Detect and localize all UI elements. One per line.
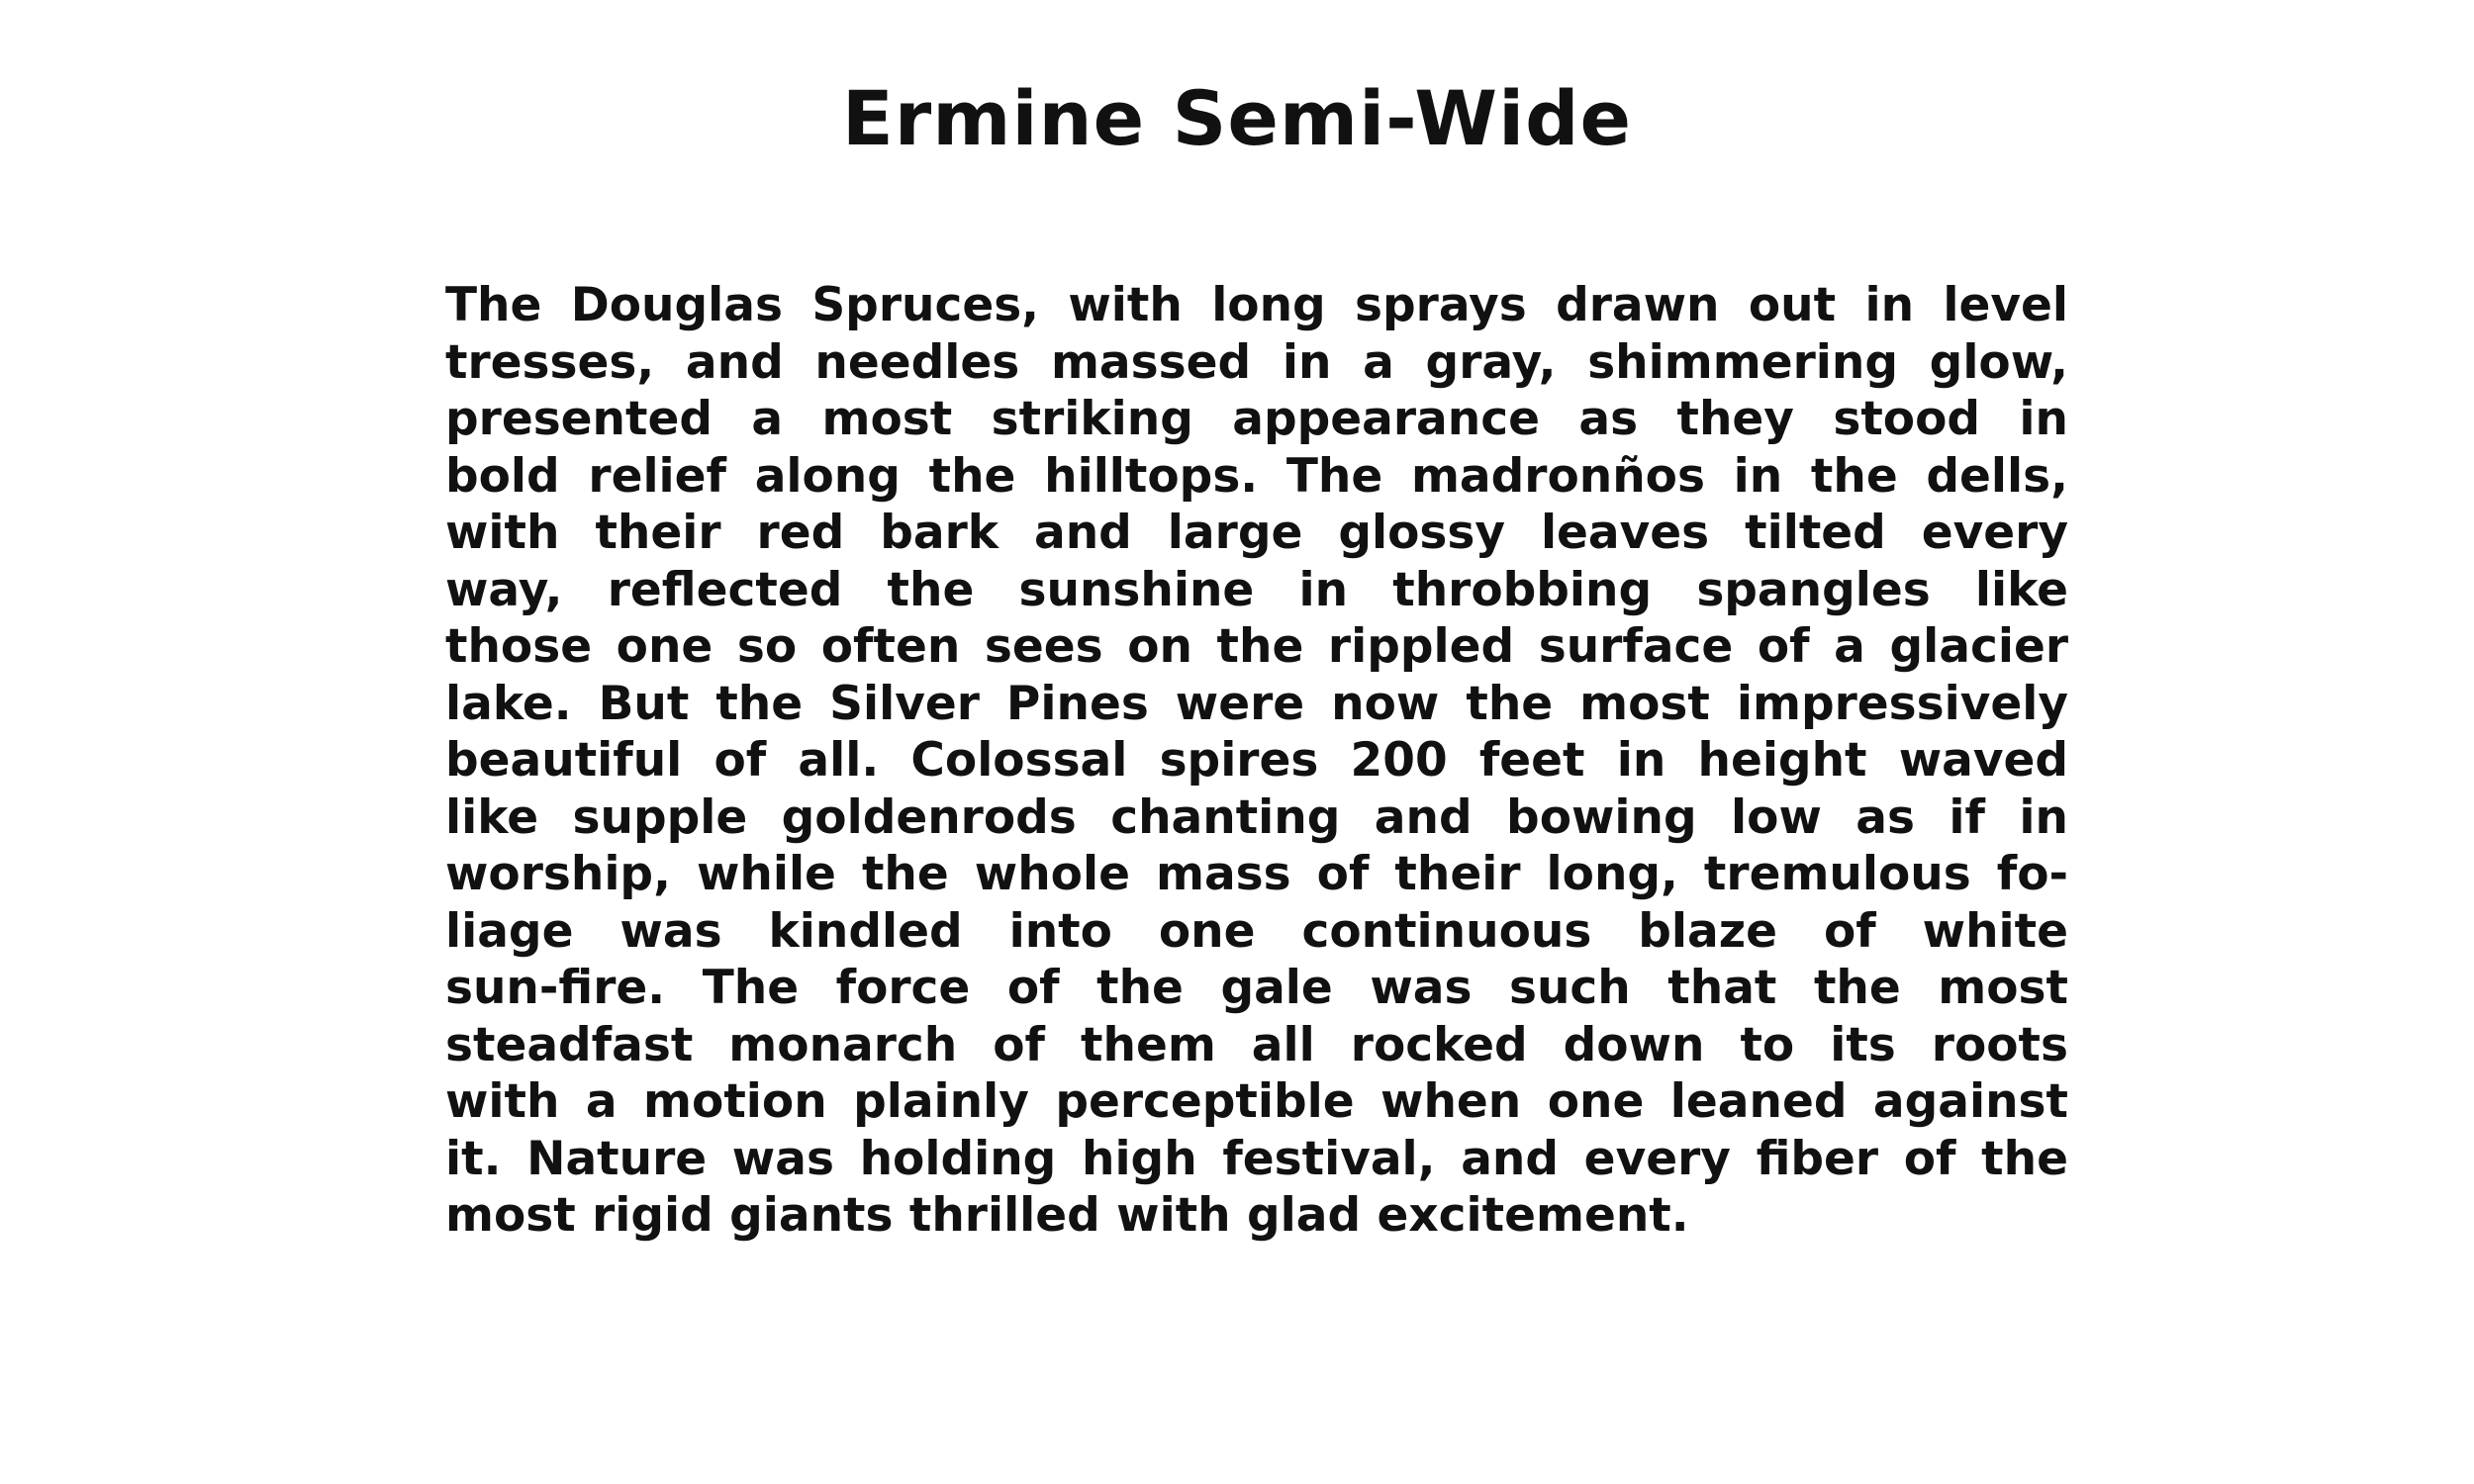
paragraph-line: lake. But the Silver Pines were now the most impressively — [445, 676, 2068, 731]
paragraph-line: The Douglas Spruces, with long sprays drawn out in level — [445, 278, 2068, 332]
page-title: Ermine Semi-Wide — [841, 74, 1633, 162]
paragraph-line: sun-fire. The force of the gale was such that the most — [445, 961, 2068, 1015]
paragraph-line: way, reflected the sunshine in throbbing spangles like — [445, 562, 2068, 617]
paragraph-line: bold relief along the hilltops. The madronños in the dells, — [445, 448, 2068, 504]
paragraph-line: like supple goldenrods chanting and bowing low as if in — [445, 789, 2068, 845]
paragraph-line: those one so often sees on the rippled surface of a glacier — [445, 619, 2068, 674]
paragraph-line: it. Nature was holding high festival, and every fiber of the — [445, 1131, 2068, 1186]
paragraph-line: worship, while the whole mass of their long, tremulous fo- — [445, 847, 2068, 901]
paragraph-line: presented a most striking appearance as they stood in — [445, 392, 2068, 446]
paragraph-line: with a motion plainly perceptible when one leaned against — [445, 1074, 2068, 1129]
paragraph-line: liage was kindled into one continuous blaze of white — [445, 903, 2068, 959]
paragraph-line: with their red bark and large glossy leaves tilted every — [445, 506, 2068, 560]
paragraph-line: most rigid giants thrilled with glad excitement. — [445, 1188, 1689, 1243]
paragraph-line: beautiful of all. Colossal spires 200 feet in height waved — [445, 733, 2068, 788]
body-paragraph — [445, 277, 2068, 1245]
paragraph-line: tresses, and needles massed in a gray, shimmering glow, — [445, 334, 2068, 390]
paragraph-line: steadfast monarch of them all rocked down to its roots — [445, 1017, 2068, 1072]
